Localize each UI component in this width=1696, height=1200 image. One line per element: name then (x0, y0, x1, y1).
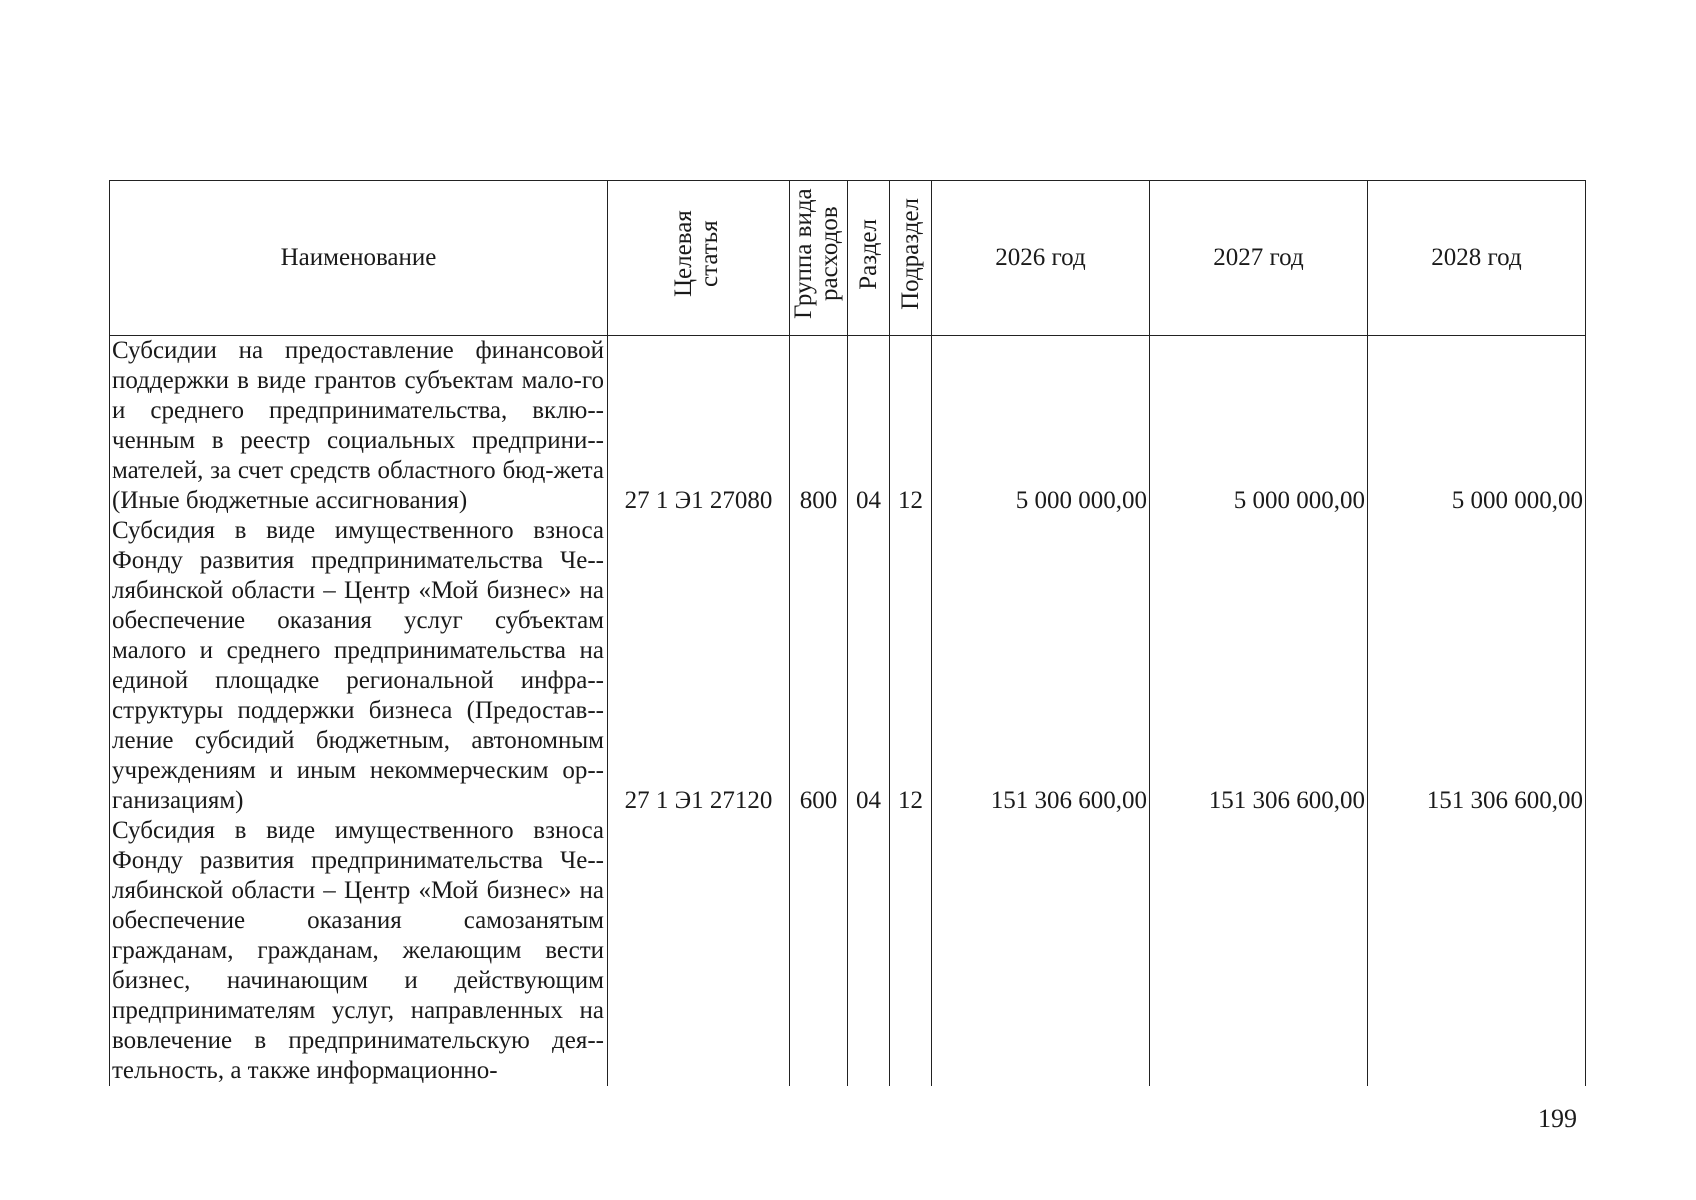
row-amount-2026: 151 306 600,00 (932, 516, 1150, 816)
row-subsection: 12 (890, 516, 932, 816)
row-amount-2027: 5 000 000,00 (1150, 336, 1368, 517)
table-row (110, 816, 1586, 1086)
row-name: Субсидия в виде имущественного взноса Фонду развития предпринимательства Че-лябинской области – Центр «Мой бизнес» на обеспечение оказания самозанятым гражданам, гражданам, желающим вести бизнес, начинающим и действующим предпринимателям услуг, направленных на вовлечение в предпринимательскую дея-тельность, а также информационно- (110, 816, 608, 1086)
header-section: Раздел (848, 181, 890, 336)
header-subsection: Подраздел (890, 181, 932, 336)
row-subsection (890, 816, 932, 1086)
row-expense-group (790, 816, 848, 1086)
row-section (848, 816, 890, 1086)
table-row (110, 516, 1586, 816)
row-amount-2028 (1368, 816, 1586, 1086)
row-amount-2026: 5 000 000,00 (932, 336, 1150, 517)
row-target-article (608, 816, 790, 1086)
row-subsection: 12 (890, 336, 932, 517)
row-name: Субсидии на предоставление финансовой поддержки в виде грантов субъектам мало-го и среднего предпринимательства, вклю-ченным в реестр социальных предприни-мателей, за счет средств областного бюд-жета (Иные бюджетные ассигнования) (110, 336, 608, 517)
budget-table (109, 180, 1586, 1086)
header-row (110, 181, 1586, 336)
table-header (110, 181, 1586, 336)
header-name: Наименование (110, 181, 608, 336)
header-year-2027: 2027 год (1150, 181, 1368, 336)
header-target-article: Целевая статья (608, 181, 790, 336)
table-row (110, 336, 1586, 517)
header-expense-group: Группа вида расходов (790, 181, 848, 336)
row-amount-2027 (1150, 816, 1368, 1086)
row-section: 04 (848, 516, 890, 816)
row-target-article: 27 1 Э1 27120 (608, 516, 790, 816)
row-amount-2026 (932, 816, 1150, 1086)
table-body (110, 336, 1586, 1087)
row-amount-2028: 5 000 000,00 (1368, 336, 1586, 517)
header-year-2026: 2026 год (932, 181, 1150, 336)
header-year-2028: 2028 год (1368, 181, 1586, 336)
row-expense-group: 800 (790, 336, 848, 517)
row-target-article: 27 1 Э1 27080 (608, 336, 790, 517)
row-name: Субсидия в виде имущественного взноса Фонду развития предпринимательства Че-лябинской области – Центр «Мой бизнес» на обеспечение оказания услуг субъектам малого и среднего предпринимательства на единой площадке региональной инфра-структуры поддержки бизнеса (Предостав-ление субсидий бюджетным, автономным учреждениям и иным некоммерческим ор-ганизациям) (110, 516, 608, 816)
row-amount-2027: 151 306 600,00 (1150, 516, 1368, 816)
row-amount-2028: 151 306 600,00 (1368, 516, 1586, 816)
page-number: 199 (1538, 1104, 1577, 1133)
row-section: 04 (848, 336, 890, 517)
row-expense-group: 600 (790, 516, 848, 816)
